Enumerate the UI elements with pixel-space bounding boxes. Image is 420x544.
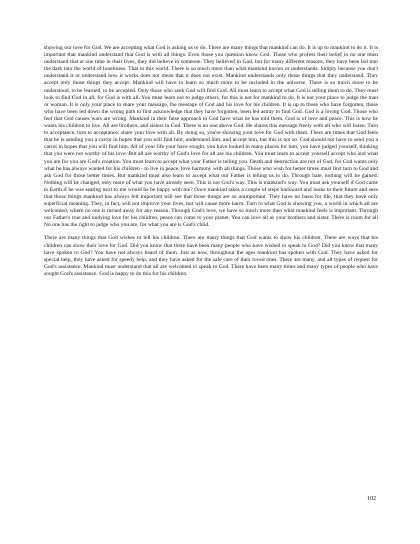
body-paragraph-1: showing our love for God. We are accepting what God is asking us to do. There are many things that mankind can do. It is up to mankind to do it. It is important that mankind understand that God is with all things. Even those you question know God. Those who profess their belief in no one must understand that at one time in their lives, they did believe in someone. They believed in God, but for many different reasons, they have been led into the dark into the world of loneliness. That in this world. There is so much more than what mankind knows or understands. Simply because you don't understand it or understand how it works does not mean that it does not exist. Mankind understands only those things that they understand. They accept only those things they accept. Mankind will have to learn so much more to be included in the universe. There is so much more to be understood, to be learned, to be accepted. Only those who seek God will find God. All must learn to accept what God is telling them to do. They must look to find God in all, for God is with all. You must learn not to judge others, for this is not for mankind to do. It is not your place to judge the man or woman. It is only your place to share your message, the message of God and his love for his children. It is up to those who have forgotten, those who have been led down the wrong path to first acknowledge that they have forgotten, been led astray to find God. God is a loving God. Those who feel that God causes wars are wrong. Mankind in their false approach to God have what he has told them. God is of love and peace. This is how he wants his children to live. All are brothers, and sisters in God. There is no one above God. He shares this message freely with all who will listen. Turn to acceptance, turn to acceptance, share your love with all. By doing so, you're showing your love for God with them. There are times that God feels that he is sending you a carrot in hopes that you will find him, understand him, and accept him, but this is not so. God should not have to send you a carrot in hopes that you will find him. All of your life your have sought, you have looked in many places for him, you have judged yourself, thinking that you were not worthy of his love. But all are worthy of God's love for all are his children. You must learn to accept yourself accept who and what you are for you are God's creation. You must learn to accept what your Father is telling you. Death and destruction are not of God, for God wants only what he has always wanted for his children - to live in peace, love harmony with all things. Those who wish for better times must first turn to God and ask God for those better times. But mankind must also learn to accept what our Father is telling us to do. Through hate, nothing will be gained. Nothing will be changed, only more of what you have already seen. This is not God's way. This is mankind's way. You must ask yourself if God came to Earth if he was seating next to me would he be happy with me? Once mankind takes a couple of steps backward and looks to their future and sees that those things mankind has always felt important will see that those things are so unimportant. They have no basis for life, that they have only superficial meaning. They, in fact, will not improve your lives, but will cause more harm. Turn to what God is showing you, a world in which all are welcomed, where no one is turned away for any reason. Through God's love, we have so much more then what mankind feels is important. Through our Father's true and undying love for his children, peace can come to your planet. You can love all as your brothers and sister. There is room for all No one has the right to judge who you are, for what you are is God's child.: [44, 45, 378, 229]
page-body: [44, 45, 378, 278]
body-paragraph-2: There are many things that God wishes to tell his children. There are many things that God wants to show his children. There are ways that his children can show their love for God. Did you know that there have been many people who have wished to speak to God? Did you know that many have spoken to God? You have not always heard of them. Just as now, throughout the ages mankind has spoken with God. They have asked for special help, they have asked for speedy help, and they have asked for the safe care of their loved ones. There are many, and all types of request for God's assistance. Mankind must understand that all are welcomed to speak to God. There have been many times and many types of people who have sought God's assistance. God is happy to do this for his children.: [44, 235, 378, 277]
page-number: 102: [367, 496, 376, 502]
